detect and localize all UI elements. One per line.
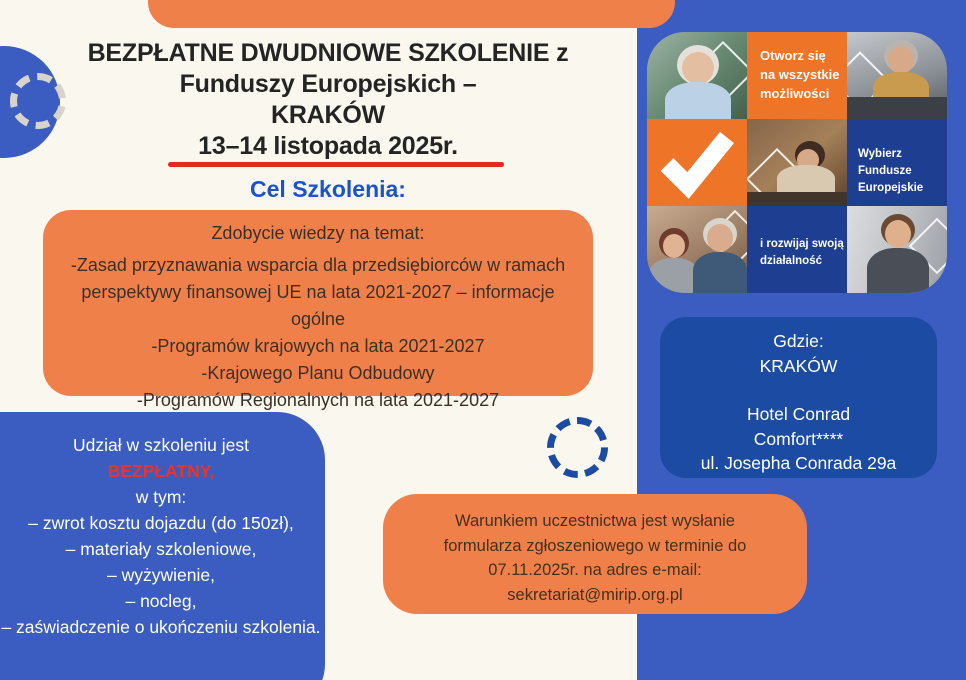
photo-potter-woman: [747, 119, 847, 206]
dashed-circle-middle: [547, 417, 608, 478]
photo-woman-workshop: [647, 32, 747, 119]
location-spacer: [660, 378, 937, 402]
collage-text-grow: [747, 206, 847, 270]
location-box: [660, 317, 937, 478]
person-torso: [649, 258, 699, 293]
photo-man-tablet: [847, 206, 947, 293]
photo-two-craftspeople: [647, 206, 747, 293]
benefits-intro: Udział w szkoleniu jest: [72, 435, 250, 455]
goal-heading: Cel Szkolenia:: [250, 176, 406, 202]
goal-item: -Krajowego Planu Odbudowy: [201, 363, 435, 383]
collage-text-line: działalność: [760, 255, 822, 267]
top-orange-bar: [148, 0, 675, 28]
collage-text-tile-grow: [747, 206, 847, 293]
collage-text-line: Europejskie: [858, 182, 924, 194]
benefits-item: – materiały szkoleniowe,: [65, 539, 257, 559]
location-city: KRAKÓW: [759, 355, 838, 376]
benefits-highlight: BEZPŁATNY,: [107, 461, 215, 481]
conditions-box: [383, 494, 807, 614]
collage-text-tile-choose: [847, 119, 947, 206]
person-face: [682, 52, 714, 84]
collage-text-line: Wybierz Fundusze: [858, 148, 912, 177]
location-label: Gdzie:: [773, 331, 824, 351]
collage-text-tile-open: [747, 32, 847, 119]
location-venue-stars: Comfort****: [753, 428, 844, 449]
checkmark-tile: [647, 119, 747, 206]
benefits-item: – wyżywienie,: [107, 565, 215, 585]
person-torso: [867, 248, 929, 293]
person-face: [663, 234, 685, 258]
conditions-line: Warunkiem uczestnictwa jest wysłanie: [455, 512, 735, 530]
title-line-1: BEZPŁATNE DWUDNIOWE SZKOLENIE z: [87, 39, 569, 67]
person-face: [888, 46, 914, 74]
benefits-subintro: w tym:: [135, 487, 187, 507]
person-face: [707, 224, 733, 252]
person-face: [885, 220, 911, 248]
title-line-2: Funduszy Europejskich –: [179, 70, 477, 98]
goal-item: -Programów Regionalnych na lata 2021-2027: [136, 390, 500, 410]
goal-item: -Programów krajowych na lata 2021-2027: [151, 336, 485, 356]
person-torso: [777, 165, 835, 195]
person-torso: [693, 252, 747, 293]
conditions-email: sekretariat@mirip.org.pl: [507, 585, 683, 604]
goal-item: -Zasad przyznawania wsparcia dla przedsiębiorców w ramach perspektywy finansowej UE na lata 2021-2027 – informacje ogólne: [70, 255, 566, 329]
person-torso: [665, 82, 731, 119]
red-underline-decoration: [168, 162, 504, 167]
location-address: ul. Josepha Conrada 29a: [700, 453, 897, 473]
photo-foreground: [747, 192, 847, 206]
title-line-3: KRAKÓW: [270, 101, 386, 129]
goal-intro: Zdobycie wiedzy na temat:: [211, 223, 425, 243]
title-line-4: 13–14 listopada 2025r.: [198, 132, 458, 160]
photo-foreground: [847, 97, 947, 119]
collage-text-open: [747, 32, 847, 103]
collage-text-choose: [847, 119, 947, 197]
location-venue: Hotel Conrad: [746, 404, 851, 424]
checkmark-icon: [656, 127, 738, 199]
benefits-item: – zwrot kosztu dojazdu (do 150zł),: [28, 513, 294, 533]
collage-text-line: Otworz się: [760, 48, 826, 63]
goal-items: [43, 252, 593, 414]
photo-man-vest: [847, 32, 947, 119]
conditions-line: formularza zgłoszeniowego w terminie do: [443, 536, 747, 555]
collage-text-line: możliwości: [760, 86, 830, 101]
benefits-text: [0, 432, 322, 640]
photo-collage: [647, 32, 947, 293]
benefits-box: [0, 412, 325, 680]
collage-text-line: na wszystkie: [760, 67, 840, 82]
page-title: [18, 38, 638, 162]
collage-text-line: i rozwijaj swoją: [760, 238, 844, 250]
conditions-line: 07.11.2025r. na adres e-mail:: [488, 561, 702, 579]
goal-box: [43, 210, 593, 410]
benefits-item: – nocleg,: [125, 591, 197, 611]
benefits-item: – zaświadczenie o ukończeniu szkolenia.: [1, 617, 321, 637]
